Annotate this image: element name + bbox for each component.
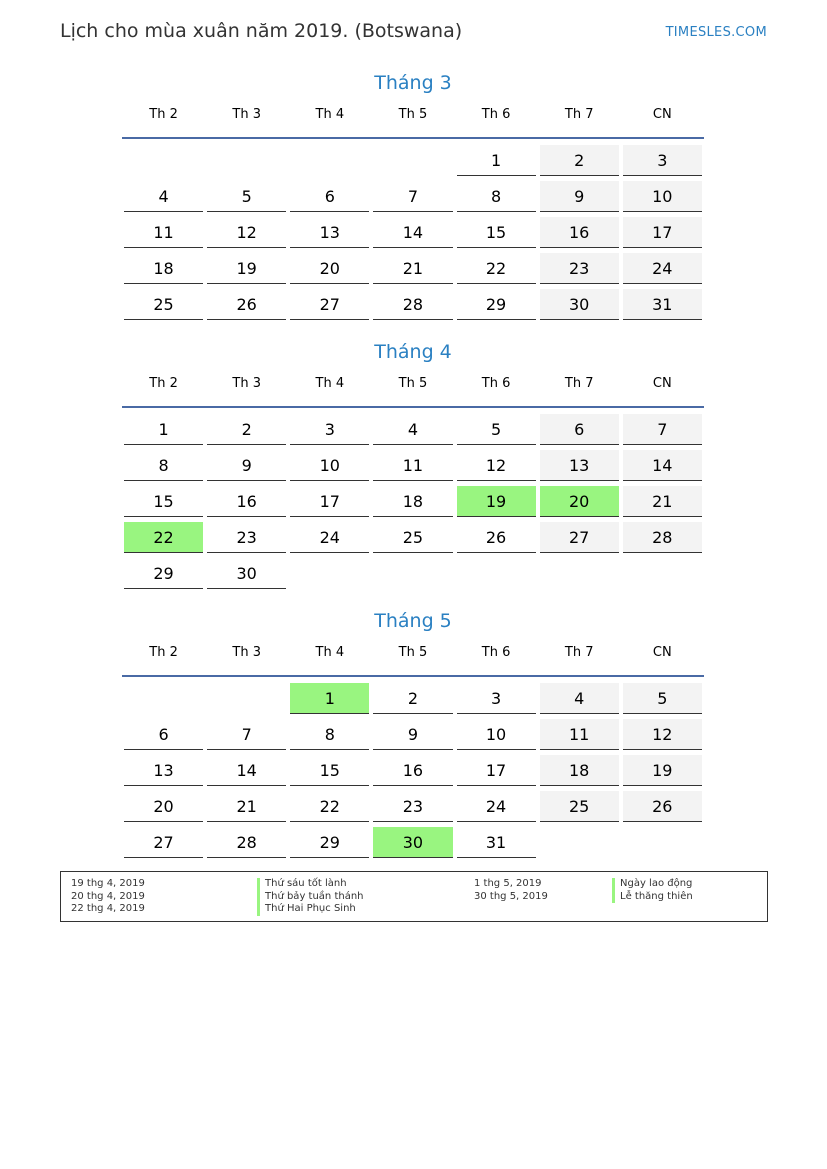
day-number: 30 [540, 289, 619, 320]
day-cell[interactable] [122, 755, 205, 791]
day-number: 17 [623, 217, 702, 248]
day-cell[interactable] [122, 450, 205, 486]
day-cell[interactable] [122, 558, 205, 594]
weekday-label: CN [652, 376, 672, 391]
day-cell[interactable] [371, 755, 454, 791]
day-number: 11 [124, 217, 203, 248]
weekend-day-cell[interactable] [621, 755, 704, 791]
day-cell[interactable] [371, 253, 454, 289]
legend-holiday-name: Lễ thăng thiên [612, 891, 693, 904]
day-number: 14 [207, 755, 286, 786]
day-number: 2 [207, 414, 286, 445]
holiday-day-cell[interactable] [455, 486, 538, 522]
weekday-label: Th 7 [564, 107, 594, 122]
weekend-day-cell[interactable] [621, 181, 704, 217]
holiday-day-cell[interactable] [371, 827, 454, 863]
day-cell[interactable] [288, 719, 371, 755]
day-number: 18 [124, 253, 203, 284]
day-number: 15 [124, 486, 203, 517]
day-number: 12 [623, 719, 702, 750]
day-number: 10 [457, 719, 536, 750]
month-may [122, 607, 704, 863]
week-row [122, 289, 704, 325]
day-number: 24 [290, 522, 369, 553]
week-row [122, 450, 704, 486]
day-cell[interactable] [371, 450, 454, 486]
weekday-label: Th 3 [232, 645, 261, 660]
day-number: 3 [290, 414, 369, 445]
legend-holiday-name: Thứ sáu tốt lành [257, 878, 364, 891]
day-cell[interactable] [371, 522, 454, 558]
empty-day-cell [122, 683, 205, 719]
day-cell[interactable] [288, 522, 371, 558]
weekday-label: Th 2 [149, 645, 178, 660]
weekday-label: Th 3 [232, 107, 261, 122]
day-cell[interactable] [205, 217, 288, 253]
weekday-header [122, 374, 704, 408]
weekend-day-cell[interactable] [538, 253, 621, 289]
day-number: 24 [457, 791, 536, 822]
legend-names-left [257, 878, 364, 916]
week-row [122, 486, 704, 522]
weekday-label: Th 6 [481, 645, 511, 660]
day-cell[interactable] [288, 181, 371, 217]
day-number: 6 [290, 181, 369, 212]
day-number: 31 [623, 289, 702, 320]
weekday-label: Th 4 [315, 376, 345, 391]
weekday-header [122, 643, 704, 677]
weekday-label: Th 4 [315, 645, 345, 660]
day-cell[interactable] [288, 414, 371, 450]
day-cell[interactable] [205, 486, 288, 522]
legend-date: 1 thg 5, 2019 [474, 878, 542, 889]
weekend-day-cell[interactable] [538, 683, 621, 719]
day-number: 31 [457, 827, 536, 858]
day-cell[interactable] [455, 791, 538, 827]
day-number: 19 [207, 253, 286, 284]
weekend-day-cell[interactable] [538, 145, 621, 181]
empty-day-cell [538, 558, 621, 594]
day-number: 29 [457, 289, 536, 320]
day-number: 9 [207, 450, 286, 481]
day-number: 27 [290, 289, 369, 320]
holiday-day-cell[interactable] [538, 486, 621, 522]
weekday-label: CN [652, 107, 672, 122]
day-cell[interactable] [371, 217, 454, 253]
day-cell[interactable] [288, 289, 371, 325]
day-cell[interactable] [288, 791, 371, 827]
day-number: 17 [290, 486, 369, 517]
day-cell[interactable] [288, 755, 371, 791]
weekend-day-cell[interactable] [538, 217, 621, 253]
weekday-label: Th 7 [564, 376, 594, 391]
day-number: 26 [623, 791, 702, 822]
day-number: 19 [623, 755, 702, 786]
day-number: 8 [457, 181, 536, 212]
day-cell[interactable] [205, 450, 288, 486]
weekday-label: Th 7 [564, 645, 594, 660]
day-number: 22 [290, 791, 369, 822]
day-cell[interactable] [122, 253, 205, 289]
weekend-day-cell[interactable] [538, 522, 621, 558]
day-cell[interactable] [455, 450, 538, 486]
holiday-legend [60, 871, 768, 922]
week-row [122, 145, 704, 181]
day-cell[interactable] [288, 450, 371, 486]
day-cell[interactable] [122, 181, 205, 217]
day-number: 3 [623, 145, 702, 176]
weekday-label: Th 6 [481, 376, 511, 391]
day-cell[interactable] [205, 719, 288, 755]
day-cell[interactable] [122, 289, 205, 325]
week-row [122, 719, 704, 755]
week-row [122, 755, 704, 791]
month-title: Tháng 3 [374, 72, 452, 94]
day-grid [122, 683, 704, 863]
week-row [122, 217, 704, 253]
legend-holiday-name: Ngày lao động [612, 878, 693, 891]
day-cell[interactable] [455, 289, 538, 325]
day-number: 17 [457, 755, 536, 786]
day-number: 28 [207, 827, 286, 858]
day-number: 28 [623, 522, 702, 553]
day-number: 11 [373, 450, 452, 481]
day-cell[interactable] [122, 791, 205, 827]
day-number: 13 [540, 450, 619, 481]
day-cell[interactable] [371, 181, 454, 217]
day-number: 15 [457, 217, 536, 248]
day-cell[interactable] [371, 791, 454, 827]
legend-date: 20 thg 4, 2019 [71, 890, 145, 902]
day-number: 23 [373, 791, 452, 822]
day-cell[interactable] [455, 217, 538, 253]
day-number: 3 [457, 683, 536, 714]
empty-day-cell [288, 558, 371, 594]
weekend-day-cell[interactable] [621, 145, 704, 181]
legend-names-right [612, 878, 693, 903]
week-row [122, 522, 704, 558]
weekday-label: Th 4 [315, 107, 345, 122]
weekend-day-cell[interactable] [621, 253, 704, 289]
weekend-day-cell[interactable] [621, 217, 704, 253]
empty-day-cell [455, 558, 538, 594]
weekday-label: Th 6 [481, 107, 511, 122]
day-number: 9 [540, 181, 619, 212]
empty-day-cell [621, 558, 704, 594]
day-number: 11 [540, 719, 619, 750]
day-number: 18 [540, 755, 619, 786]
day-number: 13 [290, 217, 369, 248]
week-row [122, 181, 704, 217]
day-number: 8 [290, 719, 369, 750]
weekend-day-cell[interactable] [621, 486, 704, 522]
day-cell[interactable] [122, 486, 205, 522]
day-number: 22 [124, 522, 203, 553]
day-number: 23 [207, 522, 286, 553]
week-row [122, 791, 704, 827]
day-cell[interactable] [288, 486, 371, 522]
day-number: 7 [373, 181, 452, 212]
day-number: 28 [373, 289, 452, 320]
weekend-day-cell[interactable] [538, 414, 621, 450]
day-number: 21 [623, 486, 702, 517]
day-number: 30 [207, 558, 286, 589]
day-number: 30 [373, 827, 452, 858]
day-number: 12 [207, 217, 286, 248]
day-number: 18 [373, 486, 452, 517]
weekday-label: Th 3 [232, 376, 261, 391]
day-number: 14 [623, 450, 702, 481]
day-number: 26 [457, 522, 536, 553]
day-number: 14 [373, 217, 452, 248]
day-number: 4 [373, 414, 452, 445]
day-cell[interactable] [455, 181, 538, 217]
day-number: 20 [290, 253, 369, 284]
weekday-label: Th 5 [398, 645, 428, 660]
empty-day-cell [122, 145, 205, 181]
holiday-day-cell[interactable] [122, 522, 205, 558]
legend-dates-left [71, 878, 145, 916]
weekend-day-cell[interactable] [621, 289, 704, 325]
day-number: 25 [124, 289, 203, 320]
weekday-label: Th 2 [149, 107, 178, 122]
empty-day-cell [288, 145, 371, 181]
day-number: 16 [373, 755, 452, 786]
day-grid [122, 414, 704, 594]
day-number: 2 [373, 683, 452, 714]
holiday-day-cell[interactable] [288, 683, 371, 719]
day-number: 16 [207, 486, 286, 517]
empty-day-cell [538, 827, 621, 863]
weekend-day-cell[interactable] [621, 719, 704, 755]
empty-day-cell [205, 683, 288, 719]
day-cell[interactable] [371, 683, 454, 719]
empty-day-cell [205, 145, 288, 181]
day-cell[interactable] [288, 253, 371, 289]
week-row [122, 414, 704, 450]
day-number: 6 [540, 414, 619, 445]
legend-holiday-name: Thứ bảy tuần thánh [257, 891, 364, 904]
day-number: 1 [457, 145, 536, 176]
day-cell[interactable] [455, 827, 538, 863]
legend-dates-right [474, 878, 548, 903]
day-number: 20 [540, 486, 619, 517]
week-row [122, 827, 704, 863]
day-number: 12 [457, 450, 536, 481]
day-number: 8 [124, 450, 203, 481]
day-number: 10 [290, 450, 369, 481]
day-number: 23 [540, 253, 619, 284]
day-number: 6 [124, 719, 203, 750]
legend-date: 22 thg 4, 2019 [71, 903, 145, 914]
day-grid [122, 145, 704, 325]
day-cell[interactable] [371, 414, 454, 450]
day-cell[interactable] [122, 414, 205, 450]
day-number: 5 [457, 414, 536, 445]
day-cell[interactable] [288, 217, 371, 253]
weekend-day-cell[interactable] [538, 719, 621, 755]
day-number: 29 [290, 827, 369, 858]
empty-day-cell [371, 558, 454, 594]
day-number: 20 [124, 791, 203, 822]
day-number: 25 [540, 791, 619, 822]
weekend-day-cell[interactable] [621, 791, 704, 827]
weekend-day-cell[interactable] [621, 414, 704, 450]
day-number: 4 [124, 181, 203, 212]
day-cell[interactable] [371, 719, 454, 755]
week-row [122, 683, 704, 719]
day-cell[interactable] [371, 289, 454, 325]
day-cell[interactable] [205, 181, 288, 217]
page-title: Lịch cho mùa xuân năm 2019. (Botswana) [60, 20, 463, 42]
weekday-label: CN [652, 645, 672, 660]
day-cell[interactable] [371, 486, 454, 522]
day-number: 21 [207, 791, 286, 822]
day-number: 5 [623, 683, 702, 714]
day-number: 15 [290, 755, 369, 786]
day-number: 7 [207, 719, 286, 750]
weekend-day-cell[interactable] [538, 755, 621, 791]
day-number: 29 [124, 558, 203, 589]
day-number: 7 [623, 414, 702, 445]
month-title: Tháng 5 [374, 610, 452, 632]
day-cell[interactable] [455, 145, 538, 181]
day-number: 5 [207, 181, 286, 212]
day-cell[interactable] [122, 827, 205, 863]
legend-date: 19 thg 4, 2019 [71, 878, 145, 889]
weekend-day-cell[interactable] [538, 181, 621, 217]
brand-link[interactable]: TIMESLES.COM [665, 25, 767, 40]
day-number: 26 [207, 289, 286, 320]
day-cell[interactable] [455, 755, 538, 791]
day-number: 10 [623, 181, 702, 212]
day-cell[interactable] [205, 558, 288, 594]
weekend-day-cell[interactable] [621, 683, 704, 719]
day-number: 24 [623, 253, 702, 284]
weekend-day-cell[interactable] [538, 791, 621, 827]
day-number: 19 [457, 486, 536, 517]
day-cell[interactable] [455, 414, 538, 450]
weekday-label: Th 5 [398, 107, 428, 122]
day-number: 1 [290, 683, 369, 714]
day-number: 4 [540, 683, 619, 714]
day-cell[interactable] [205, 414, 288, 450]
day-number: 2 [540, 145, 619, 176]
legend-holiday-name: Thứ Hai Phục Sinh [257, 903, 364, 916]
empty-day-cell [621, 827, 704, 863]
day-cell[interactable] [205, 827, 288, 863]
day-cell[interactable] [455, 683, 538, 719]
day-cell[interactable] [205, 755, 288, 791]
day-cell[interactable] [205, 791, 288, 827]
day-number: 16 [540, 217, 619, 248]
day-cell[interactable] [455, 719, 538, 755]
day-number: 22 [457, 253, 536, 284]
month-title: Tháng 4 [374, 341, 452, 363]
day-number: 9 [373, 719, 452, 750]
weekday-label: Th 2 [149, 376, 178, 391]
legend-date: 30 thg 5, 2019 [474, 890, 548, 902]
month-march [122, 69, 704, 325]
day-cell[interactable] [205, 253, 288, 289]
week-row [122, 253, 704, 289]
day-cell[interactable] [455, 253, 538, 289]
empty-day-cell [371, 145, 454, 181]
day-cell[interactable] [288, 827, 371, 863]
day-cell[interactable] [205, 289, 288, 325]
weekday-label: Th 5 [398, 376, 428, 391]
day-number: 27 [124, 827, 203, 858]
weekend-day-cell[interactable] [621, 450, 704, 486]
day-cell[interactable] [205, 522, 288, 558]
weekend-day-cell[interactable] [538, 289, 621, 325]
day-number: 21 [373, 253, 452, 284]
weekend-day-cell[interactable] [621, 522, 704, 558]
weekend-day-cell[interactable] [538, 450, 621, 486]
month-april [122, 338, 704, 594]
day-number: 13 [124, 755, 203, 786]
day-number: 25 [373, 522, 452, 553]
day-cell[interactable] [122, 217, 205, 253]
day-cell[interactable] [455, 522, 538, 558]
day-number: 27 [540, 522, 619, 553]
day-cell[interactable] [122, 719, 205, 755]
weekday-header [122, 105, 704, 139]
week-row [122, 558, 704, 594]
day-number: 1 [124, 414, 203, 445]
